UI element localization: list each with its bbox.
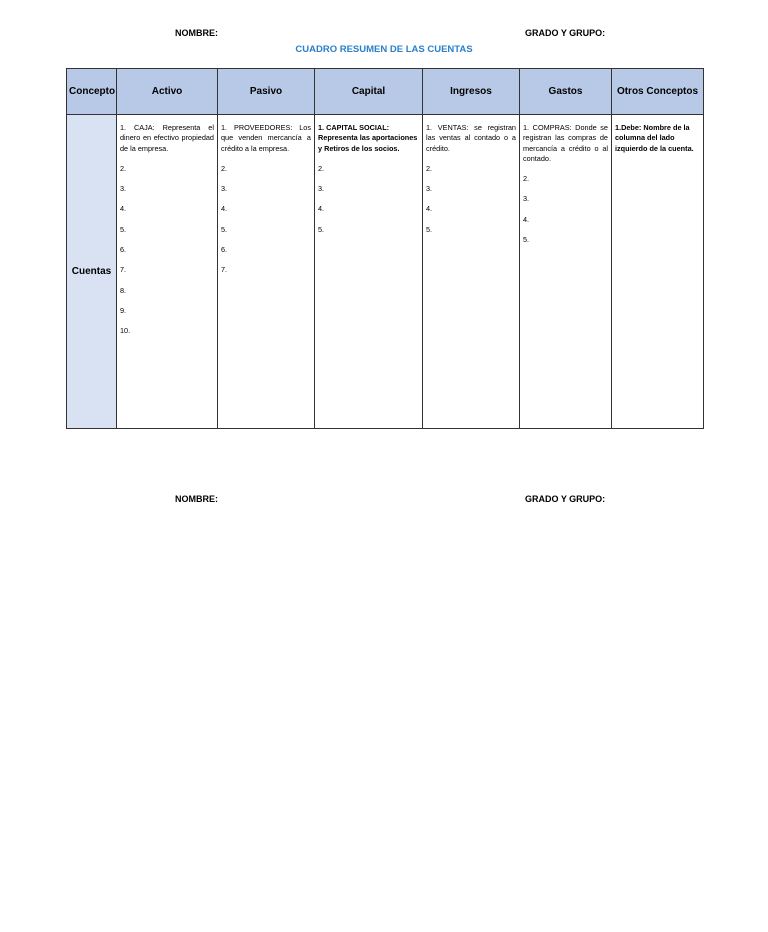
list-item: 4. — [523, 214, 530, 224]
cell-pasivo — [218, 115, 315, 429]
list-item: 6. — [221, 245, 228, 255]
row-label-cuentas: Cuentas — [67, 115, 117, 429]
list-item: 1. PROVEEDORES: Los que venden mercancía a crédito a la empresa. — [221, 123, 311, 153]
list-item: 9. — [120, 305, 127, 315]
list-item: 4. — [120, 204, 127, 214]
cuentas-row — [67, 115, 704, 429]
header-activo: Activo — [117, 69, 218, 115]
list-item: 4. — [318, 204, 325, 214]
cell-otros-conceptos — [612, 115, 704, 429]
list-item: 3. — [426, 184, 433, 194]
list-item: 1. CAPITAL SOCIAL: Representa las aportaciones y Retiros de los socios. — [318, 123, 418, 153]
list-item: 5. — [523, 235, 530, 245]
cell-capital — [315, 115, 423, 429]
header-otros-conceptos: Otros Conceptos — [612, 69, 704, 115]
list-item: 2. — [221, 163, 228, 173]
bottom-grado-label: GRADO Y GRUPO: — [525, 494, 606, 504]
list-item: 1.Debe: Nombre de la columna del lado izquierdo de la cuenta. — [615, 123, 694, 153]
list-item: 3. — [221, 184, 228, 194]
list-item: 3. — [120, 184, 127, 194]
header-row — [67, 69, 704, 115]
top-nombre-label: NOMBRE: — [175, 28, 218, 38]
list-item: 2. — [523, 174, 530, 184]
list-item: 2. — [318, 163, 325, 173]
list-item: 10. — [120, 326, 131, 336]
list-item: 5. — [221, 224, 228, 234]
header-gastos: Gastos — [520, 69, 612, 115]
list-item: 1. COMPRAS: Donde se registran las compras de mercancía a crédito o al contado. — [523, 123, 608, 163]
accounts-summary-table — [66, 68, 704, 429]
list-item: 5. — [318, 224, 325, 234]
header-capital: Capital — [315, 69, 423, 115]
cell-activo — [117, 115, 218, 429]
cell-gastos — [520, 115, 612, 429]
list-item: 6. — [120, 245, 127, 255]
page-title: CUADRO RESUMEN DE LAS CUENTAS — [295, 44, 473, 55]
top-grado-label: GRADO Y GRUPO: — [525, 28, 606, 38]
list-item: 3. — [318, 184, 325, 194]
list-item: 4. — [221, 204, 228, 214]
list-item: 2. — [426, 163, 433, 173]
list-item: 2. — [120, 163, 127, 173]
list-item: 1. CAJA: Representa el dinero en efectivo propiedad de la empresa. — [120, 123, 214, 153]
list-item: 5. — [426, 224, 433, 234]
list-item: 8. — [120, 285, 127, 295]
list-item: 7. — [221, 265, 228, 275]
header-concepto: Concepto — [67, 69, 117, 115]
header-ingresos: Ingresos — [423, 69, 520, 115]
list-item: 3. — [523, 194, 530, 204]
list-item: 5. — [120, 224, 127, 234]
bottom-nombre-label: NOMBRE: — [175, 494, 218, 504]
header-pasivo: Pasivo — [218, 69, 315, 115]
list-item: 1. VENTAS: se registran las ventas al contado o a crédito. — [426, 123, 516, 153]
cell-ingresos — [423, 115, 520, 429]
list-item: 7. — [120, 265, 127, 275]
list-item: 4. — [426, 204, 433, 214]
